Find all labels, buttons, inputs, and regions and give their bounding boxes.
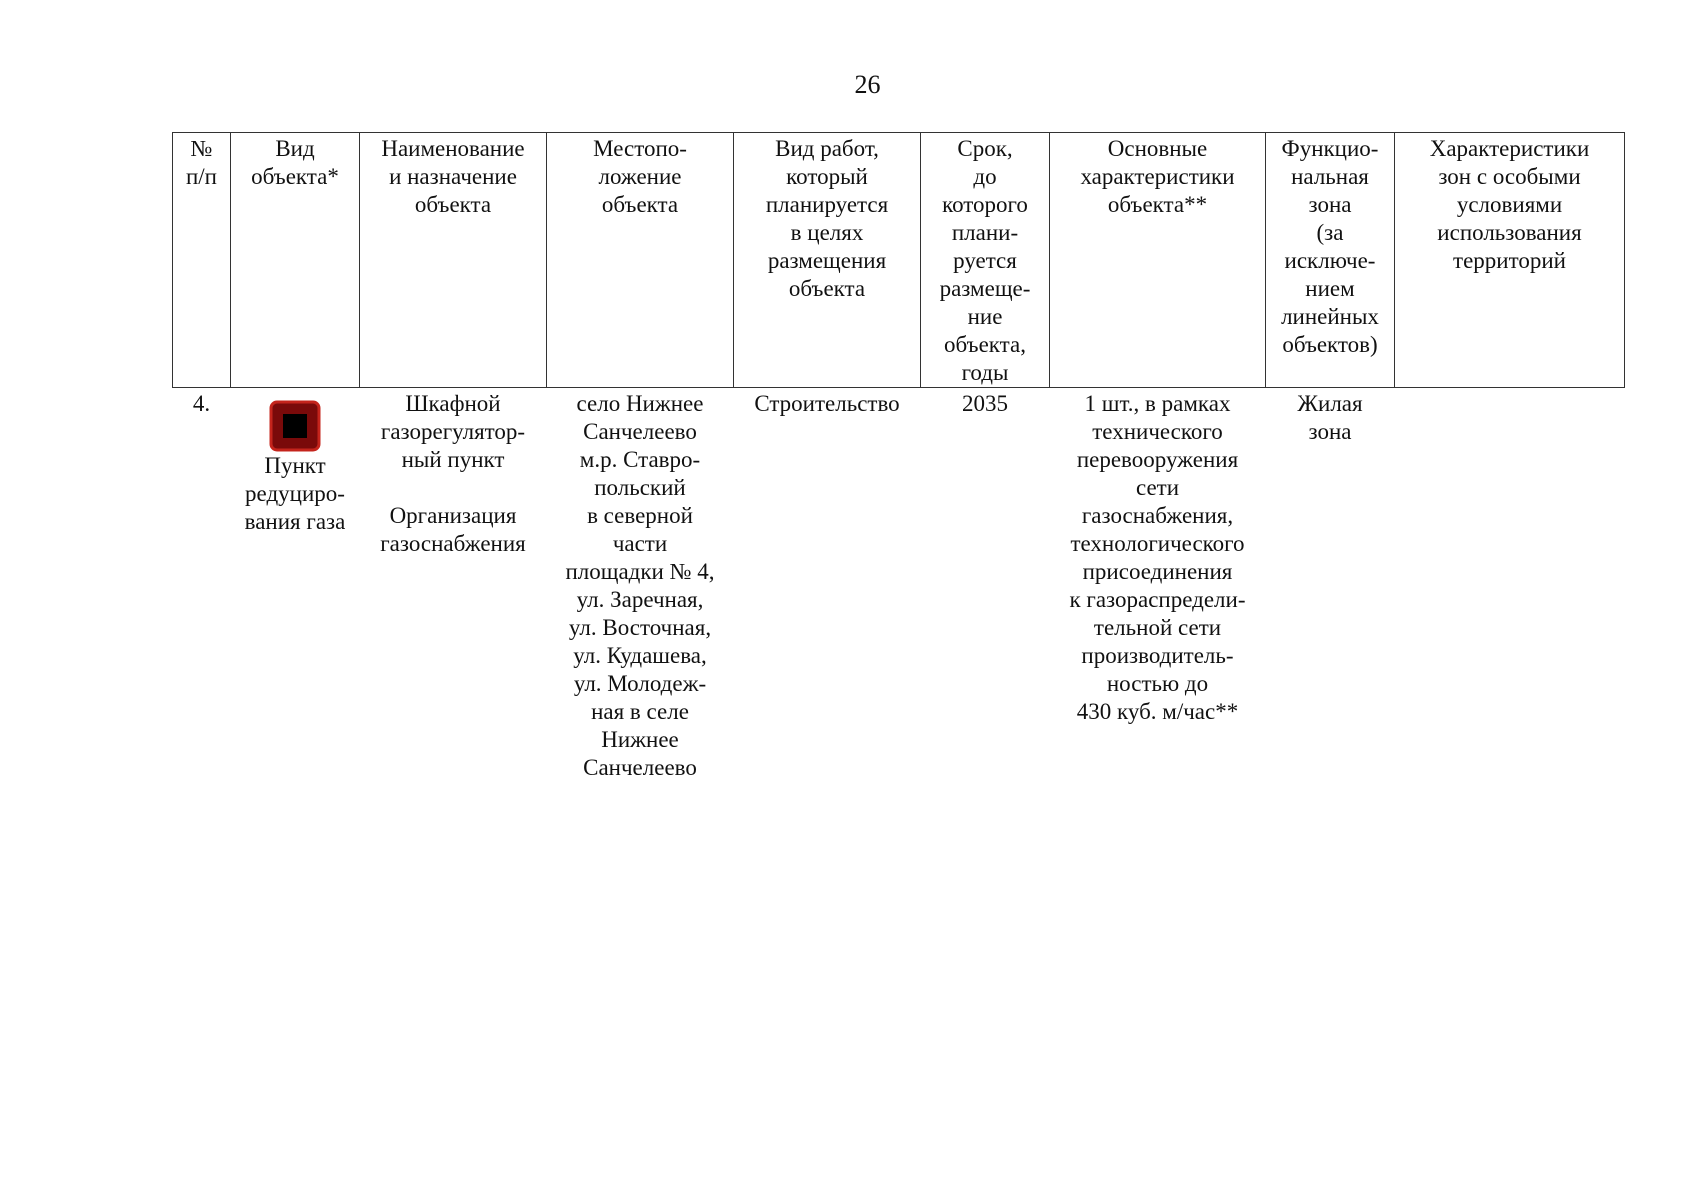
cell-functional-zone: Жилая зона <box>1297 391 1363 444</box>
gas-reduction-point-icon <box>269 400 321 452</box>
object-type-label: Пункт редуциро- вания газа <box>244 453 346 534</box>
object-purpose: Организация газоснабжения <box>380 503 526 556</box>
cell-object-type <box>231 388 360 783</box>
header-special-zones: Характеристики зон с особыми условиями использования территорий <box>1395 133 1625 388</box>
header-work-type: Вид работ, который планируется в целях размещения объекта <box>734 133 921 388</box>
header-functional-zone: Функцио- нальная зона (за исключе- нием линейных объектов) <box>1266 133 1395 388</box>
cell-work-type: Строительство <box>754 391 900 416</box>
page-number: 26 <box>854 70 881 99</box>
cell-number: 4. <box>192 391 211 416</box>
cell-special-zones <box>1395 388 1625 783</box>
header-number: № п/п <box>173 133 231 388</box>
header-deadline: Срок, до которого плани- руется размеще- ние объекта, годы <box>921 133 1050 388</box>
header-characteristics: Основные характеристики объекта** <box>1050 133 1266 388</box>
object-name: Шкафной газорегулятор- ный пункт <box>380 391 526 472</box>
header-name: Наименование и назначение объекта <box>360 133 547 388</box>
table-header-row <box>173 133 1625 388</box>
cell-characteristics: 1 шт., в рамках технического перевооружения сети газоснабжения, технологического присоединения к газораспредели- тельной сети производитель- ностью до 430 куб. м/час** <box>1069 391 1246 724</box>
header-location: Местопо- ложение объекта <box>547 133 734 388</box>
cell-name <box>360 388 547 783</box>
cell-location: село Нижнее Санчелеево м.р. Ставро- польский в северной части площадки № 4, ул. Заречная, ул. Восточная, ул. Кудашева, ул. Молодеж- ная в селе Нижнее Санчелеево <box>565 391 715 780</box>
header-object-type: Вид объекта* <box>231 133 360 388</box>
objects-table <box>172 132 1625 782</box>
table-row <box>173 388 1625 783</box>
cell-deadline: 2035 <box>962 391 1008 416</box>
